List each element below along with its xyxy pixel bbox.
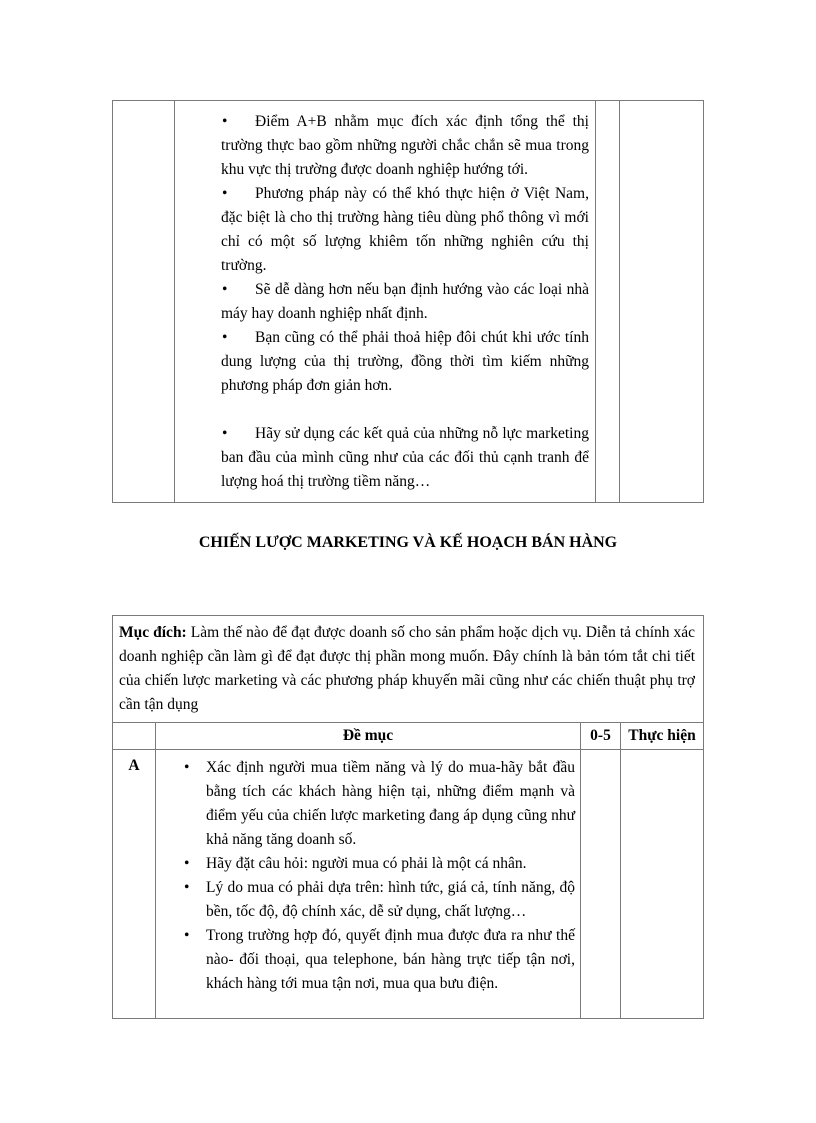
bullet-item [221,182,589,278]
empty-action-cell [620,101,703,502]
header-score: 0-5 [581,723,621,749]
table-row-a [113,750,703,1018]
purpose-text: Làm thế nào để đạt được doanh số cho sản phẩm hoặc dịch vụ. Diễn tả chính xác doanh nghiệp cần làm gì để đạt được thị phần mong muốn. Đây chính là bản tóm tắt chi tiết của chiến lược marketing và các phương pháp khuyến mãi cũng như các chiến thuật phụ trợ cần tận dụng [119,624,696,713]
bullet-item [156,756,575,852]
bullet-icon: • [222,185,228,202]
bullet-item [221,326,589,398]
bullet-item [221,278,589,326]
bullet-item [156,924,575,996]
row-a-score-cell [581,750,621,1018]
empty-score-cell [596,101,620,502]
bullet-text: Hãy sử dụng các kết quả của những nỗ lực marketing ban đầu của mình cũng như của các đối thủ cạnh tranh để lượng hoá thị trường tiềm năng… [221,425,589,490]
row-a-content [156,750,581,1018]
bullet-text: Phương pháp này có thể khó thực hiện ở Việt Nam, đặc biệt là cho thị trường hàng tiêu dùng phổ thông vì mới chỉ có một số lượng khiêm tốn những nghiên cứu thị trường. [221,185,589,274]
row-a-label: A [113,750,156,1018]
market-quantify-table [112,100,704,503]
header-empty-cell [113,723,156,749]
bullet-text: Hãy đặt câu hỏi: người mua có phải là một cá nhân. [206,855,527,872]
bullet-text: Điểm A+B nhằm mục đích xác định tổng thể thị trường thực bao gồm những người chắc chắn sẽ mua trong khu vực thị trường được doanh nghiệp hướng tới. [221,113,589,178]
bullet-icon: • [222,425,228,442]
bullet-icon: • [184,855,190,872]
purpose-cell [113,616,703,722]
marketing-strategy-table [112,615,704,1019]
bullet-list-cell [175,101,596,502]
bullet-icon: • [222,113,228,130]
bullet-text: Lý do mua có phải dựa trên: hình tức, giá cả, tính năng, độ bền, tốc độ, độ chính xác, dễ sử dụng, chất lượng… [206,879,575,920]
bullet-text: Bạn cũng có thể phải thoả hiệp đôi chút khi ước tính dung lượng của thị trường, đồng thời tìm kiếm những phương pháp đơn giản hơn. [221,329,589,394]
bullet-item [156,876,575,924]
table-header-row [113,723,703,750]
bullet-icon: • [184,879,190,896]
row-a-action-cell [621,750,703,1018]
bullet-icon: • [222,281,228,298]
bullet-item [221,422,589,494]
bullet-icon: • [184,759,190,776]
bullet-icon: • [184,927,190,944]
purpose-row [113,616,703,723]
bullet-text: Sẽ dễ dàng hơn nếu bạn định hướng vào các loại nhà máy hay doanh nghiệp nhất định. [221,281,589,322]
purpose-label: Mục đích: [119,624,187,641]
bullet-item [221,110,589,182]
bullet-text: Trong trường hợp đó, quyết định mua được đưa ra như thế nào- đối thoại, qua telephone, bán hàng trực tiếp tận nơi, khách hàng tới mua tận nơi, mua qua bưu điện. [206,927,575,992]
header-action: Thực hiện [628,727,696,744]
empty-left-cell [113,101,175,502]
bullet-item [156,852,575,876]
section-heading: CHIẾN LƯỢC MARKETING VÀ KẾ HOẠCH BÁN HÀNG [198,534,618,551]
bullet-icon: • [222,329,228,346]
header-item: Đề mục [156,723,581,749]
bullet-text: Xác định người mua tiềm năng và lý do mua-hãy bắt đầu bằng tích các khách hàng hiện tại, những điểm mạnh và điểm yếu của chiến lược marketing đang áp dụng cũng như khả năng tăng doanh số. [206,759,575,848]
